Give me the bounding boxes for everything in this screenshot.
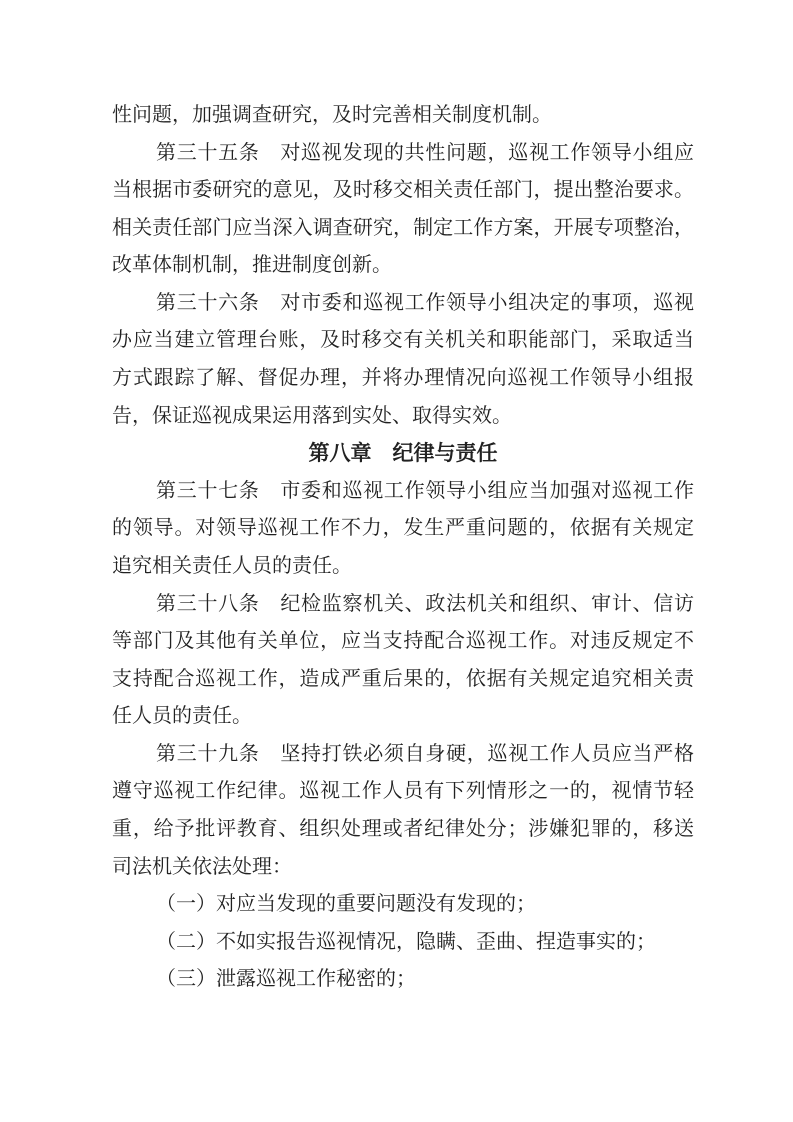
text-line: 支持配合巡视工作，造成严重后果的，依据有关规定追究相关责: [112, 665, 694, 690]
text-line: 的领导。对领导巡视工作不力，发生严重问题的，依据有关规定: [112, 515, 694, 540]
text-line: 司法机关依法处理：: [112, 853, 292, 878]
text-line: 告，保证巡视成果运用落到实处、取得实效。: [112, 402, 512, 427]
list-item-line: （一）对应当发现的重要问题没有发现的；: [156, 891, 536, 916]
article-38-start-line: 第三十八条 纪检监察机关、政法机关和组织、审计、信访: [156, 590, 694, 615]
text-line: 追究相关责任人员的责任。: [112, 552, 352, 577]
text-line: 方式跟踪了解、督促办理，并将办理情况向巡视工作领导小组报: [112, 365, 694, 390]
text-line: 重，给予批评教育、组织处理或者纪律处分；涉嫌犯罪的，移送: [112, 815, 694, 840]
list-item-line: （三）泄露巡视工作秘密的；: [156, 966, 416, 991]
text-line: 任人员的责任。: [112, 703, 252, 728]
article-39-start-line: 第三十九条 坚持打铁必须自身硬，巡视工作人员应当严格: [156, 740, 694, 765]
document-text-block: [112, 96, 694, 998]
text-line: 等部门及其他有关单位，应当支持配合巡视工作。对违反规定不: [112, 628, 694, 653]
chapter-heading: 第八章 纪律与责任: [308, 440, 498, 466]
article-37-start-line: 第三十七条 市委和巡视工作领导小组应当加强对巡视工作: [156, 477, 694, 502]
article-35-start-line: 第三十五条 对巡视发现的共性问题，巡视工作领导小组应: [156, 139, 694, 164]
text-line: 改革体制机制，推进制度创新。: [112, 252, 392, 277]
text-line: 相关责任部门应当深入调查研究，制定工作方案，开展专项整治，: [112, 214, 694, 239]
text-line: 性问题，加强调查研究，及时完善相关制度机制。: [112, 102, 552, 126]
text-line: 当根据市委研究的意见，及时移交相关责任部门，提出整治要求。: [112, 177, 694, 202]
text-line: 遵守巡视工作纪律。巡视工作人员有下列情形之一的，视情节轻: [112, 778, 694, 803]
list-item-line: （二）不如实报告巡视情况，隐瞒、歪曲、捏造事实的；: [156, 928, 656, 953]
text-line: 办应当建立管理台账，及时移交有关机关和职能部门，采取适当: [112, 327, 694, 352]
article-36-start-line: 第三十六条 对市委和巡视工作领导小组决定的事项，巡视: [156, 289, 694, 314]
